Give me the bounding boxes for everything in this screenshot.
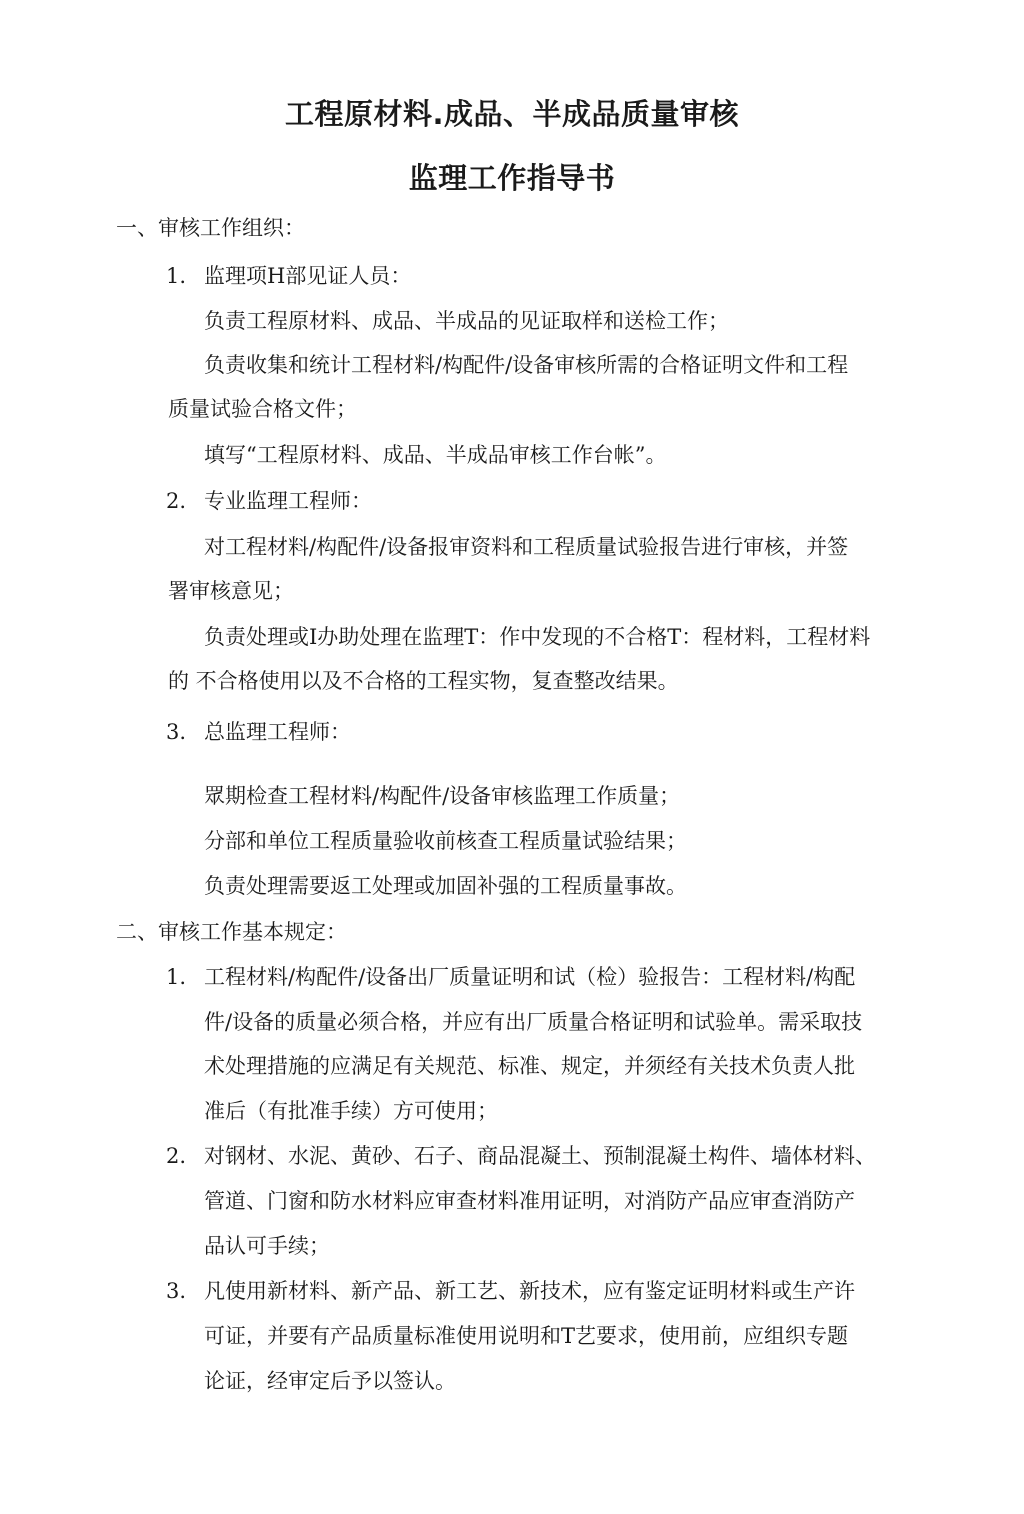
list-number: 3.	[166, 720, 187, 744]
paragraph-line: 负责工程原材料、成品、半成品的见证取样和送检工作；	[204, 309, 729, 333]
paragraph-line: 的 不合格使用以及不合格的工程实物，复查整改结果。	[168, 669, 679, 693]
list-number: 1.	[166, 965, 187, 989]
paragraph-line: 分部和单位工程质量验收前核查工程质量试验结果；	[204, 829, 687, 853]
list-item-text: 件/设备的质量必须合格，并应有出厂质量合格证明和试验单。需采取技	[204, 1010, 863, 1034]
document-title-line-1: 工程原材料.成品、半成品质量审核	[284, 97, 740, 131]
list-number: 3.	[166, 1279, 187, 1303]
paragraph-line: 负责处理需要返工处理或加固补强的工程质量事故。	[204, 874, 687, 898]
list-number: 1.	[166, 264, 187, 288]
paragraph-line: 眾期检查工程材料/构配件/设备审核监理工作质量；	[204, 784, 681, 808]
list-item-heading: 总监理工程师：	[204, 720, 351, 744]
paragraph-line: 负责收集和统计工程材料/构配件/设备审核所需的合格证明文件和工程	[204, 353, 849, 377]
document-title-line-2: 监理工作指导书	[408, 161, 616, 195]
list-item-text: 工程材料/构配件/设备出厂质量证明和试（检）验报告：工程材料/构配	[204, 965, 856, 989]
list-item-text: 术处理措施的应满足有关规范、标准、规定，并须经有关技术负责人批	[204, 1054, 855, 1078]
list-item-heading: 专业监理工程师：	[204, 489, 372, 513]
paragraph-line: 填写“工程原材料、成品、半成品审核工作台帐”。	[204, 443, 667, 467]
list-item-heading: 监理项H部见证人员：	[204, 264, 412, 288]
list-item-text: 准后（有批准手续）方可使用；	[204, 1099, 498, 1123]
list-item-text: 可证，并要有产品质量标准使用说明和T艺要求，使用前，应组织专题	[204, 1324, 849, 1348]
section-heading-2: 二、审核工作基本规定：	[116, 920, 347, 944]
list-item-text: 品认可手续；	[204, 1234, 330, 1258]
list-item-text: 凡使用新材料、新产品、新工艺、新技术，应有鉴定证明材料或生产许	[204, 1279, 855, 1303]
list-number: 2.	[166, 1144, 187, 1168]
list-item-text: 对钢材、水泥、黄砂、石子、商品混凝土、预制混凝土构件、墙体材料、	[204, 1144, 876, 1168]
list-item-text: 管道、门窗和防水材料应审查材料准用证明，对消防产品应审查消防产	[204, 1189, 855, 1213]
paragraph-line: 质量试验合格文件；	[168, 397, 357, 421]
section-heading-1: 一、审核工作组织：	[116, 216, 305, 240]
paragraph-line: 对工程材料/构配件/设备报审资料和工程质量试验报告进行审核，并签	[204, 535, 849, 559]
paragraph-line: 负责处理或I办助处理在监理T：作中发现的不合格T：程材料，工程材料	[204, 625, 871, 649]
paragraph-line: 署审核意见；	[168, 579, 294, 603]
list-number: 2.	[166, 489, 187, 513]
list-item-text: 论证，经审定后予以签认。	[204, 1369, 456, 1393]
